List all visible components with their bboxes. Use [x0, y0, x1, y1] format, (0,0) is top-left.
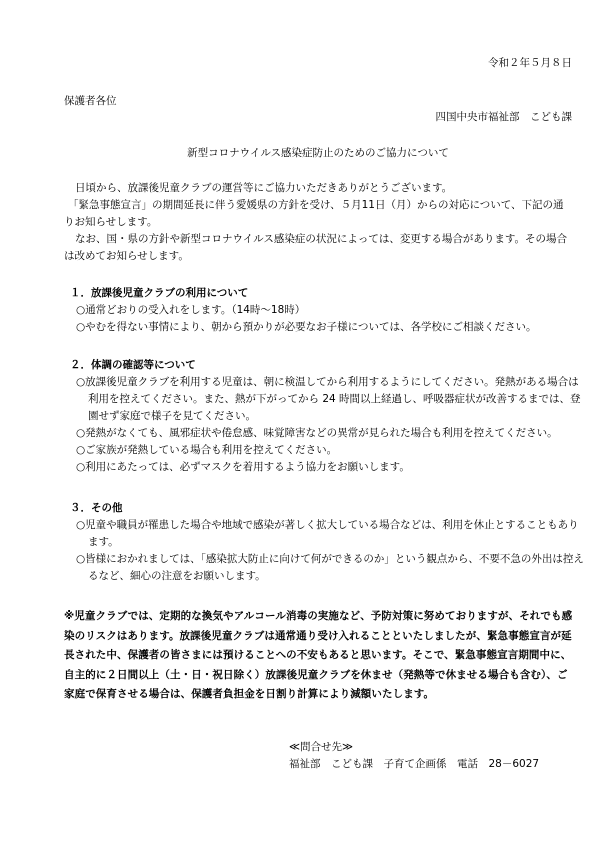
document-date: 令和２年５月８日: [488, 57, 572, 69]
section-1-item-2: ○やむを得ない事情により、朝から預かりが必要なお子様については、各学校にご相談ください。: [76, 321, 537, 333]
section-2-item-3: ○ご家族が発熱している場合も利用を控えてください。: [76, 444, 338, 456]
section-1-item-1: ○通常どおりの受入れをします。（14時～18時）: [76, 304, 306, 316]
section-3-item-1: ○児童や職員が罹患した場合や地域で感染が著しく拡大している場合などは、利用を休止とすることもあります。: [76, 519, 579, 548]
contact-label: ≪問合せ先≫: [289, 741, 353, 753]
section-2-item-1: ○放課後児童クラブを利用する児童は、朝に検温してから利用するようにしてください。発熱がある場合は利用を控えてください。また、熱が下がってから 24 時間以上経過し、呼吸器症状が改善するまでは、登園せず家庭で様子を見てください。: [76, 376, 581, 422]
section-2-item-2: ○発熱がなくても、風邪症状や倦怠感、味覚障害などの異常が見られた場合も利用を控えてください。: [76, 427, 558, 439]
section-2-item-4: ○利用にあたっては、必ずマスクを着用するよう協力をお願いします。: [76, 461, 410, 473]
section-3-heading: ３．その他: [70, 502, 123, 514]
section-1-heading: １．放課後児童クラブの利用について: [70, 287, 249, 299]
notice-paragraph: ※児童クラブでは、定期的な換気やアルコール消毒の実施など、予防対策に努めておりますが、それでも感染のリスクはあります。放課後児童クラブは通常通り受け入れることといたしましたが、緊急事態宣言が延長された中、保護者の皆さまには預けることへの不安もあると思います。そこで、緊急事態宣言期間中に、自主的に２日間以上（土・日・祝日除く）放課後児童クラブを休ませ（発熱等で休ませる場合も含む）、ご家庭で保育させる場合は、保護者負担金を日割り計算により減額いたします。: [64, 610, 573, 700]
intro-paragraph-2: 「緊急事態宣言」の期間延長に伴う愛媛県の方針を受け、５月11日（月）からの対応について、下記の通りお知らせします。: [64, 199, 564, 228]
contact-detail: 福祉部 こども課 子育て企画係 電話 28－6027: [289, 758, 540, 770]
section-2-heading: ２．体調の確認等について: [70, 359, 196, 371]
section-3-item-2: ○皆様におかれましては、「感染拡大防止に向けて何ができるのか」という観点から、不要不急の外出は控えるなど、細心の注意をお願いします。: [76, 553, 584, 582]
intro-paragraph-3: なお、国・県の方針や新型コロナウイルス感染症の状況によっては、変更する場合があります。その場合は改めてお知らせします。: [64, 233, 568, 262]
intro-paragraph-1: 日頃から、放課後児童クラブの運営等にご協力いただきありがとうございます。: [75, 182, 453, 194]
document-title: 新型コロナウイルス感染症防止のためのご協力について: [187, 147, 449, 159]
addressee: 保護者各位: [64, 95, 117, 107]
sender: 四国中央市福祉部 こども課: [435, 111, 572, 123]
